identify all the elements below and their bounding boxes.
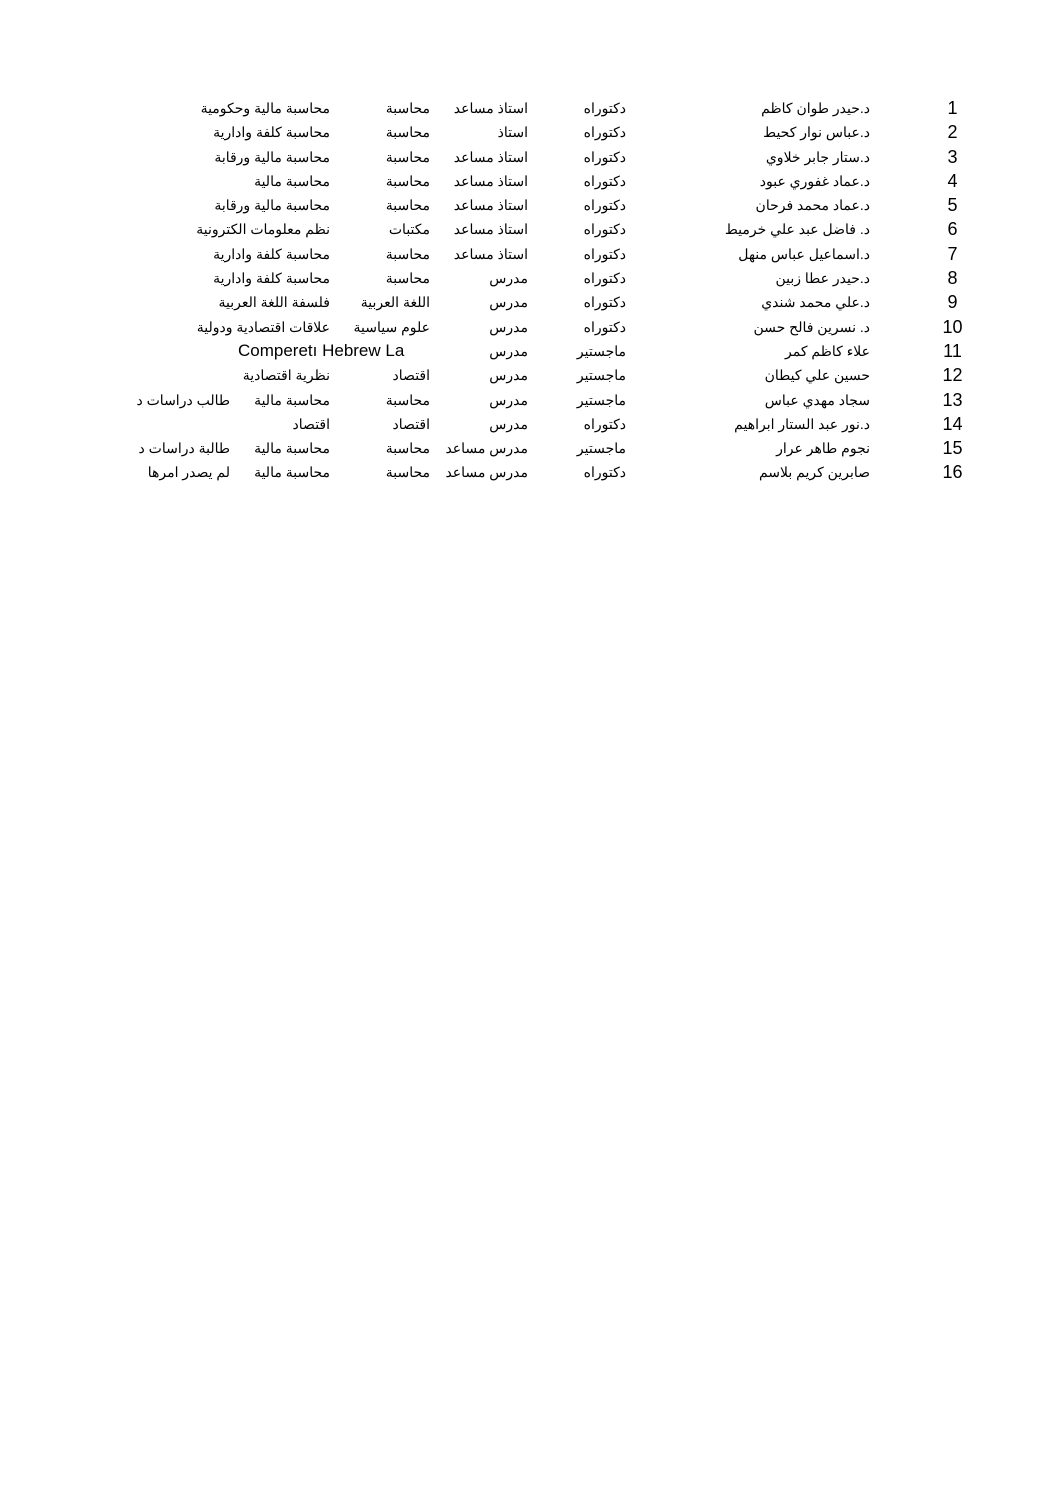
staff-name: د.عماد محمد فرحان <box>755 197 870 214</box>
table-row <box>0 436 1058 460</box>
row-number: 10 <box>942 316 963 337</box>
specific-specialty: اقتصاد <box>292 415 330 432</box>
academic-title: استاذ <box>497 124 528 141</box>
staff-name: د.حيدر عطا زبين <box>775 270 870 287</box>
academic-title: مدرس <box>489 342 528 359</box>
note: لم يصدر امرها <box>147 464 230 481</box>
degree: ماجستير <box>576 391 626 408</box>
row-number: 8 <box>947 268 958 289</box>
table-row <box>0 145 1058 169</box>
academic-title: مدرس <box>489 270 528 287</box>
specific-specialty: محاسبة كلفة وادارية <box>213 270 330 287</box>
academic-title: مدرس مساعد <box>445 440 528 457</box>
note: طالبة دراسات د <box>138 440 230 457</box>
degree: دكتوراه <box>583 148 626 165</box>
staff-name: د. نسرين فالح حسن <box>753 318 870 335</box>
specific-specialty: محاسبة مالية <box>254 172 330 189</box>
specific-specialty: محاسبة كلفة وادارية <box>213 245 330 262</box>
staff-name: د.نور عبد الستار ابراهيم <box>734 415 870 432</box>
table-row <box>0 266 1058 290</box>
specific-specialty: Comperetı Hebrew La <box>238 340 405 360</box>
degree: دكتوراه <box>583 245 626 262</box>
academic-title: استاذ مساعد <box>453 172 528 189</box>
row-number: 11 <box>943 340 962 361</box>
specific-specialty: نظم معلومات الكترونية <box>196 221 330 238</box>
staff-name: د.عباس نوار كحيط <box>763 124 870 141</box>
row-number: 2 <box>947 122 958 143</box>
staff-name: د.ستار جابر خلاوي <box>765 148 870 165</box>
specific-specialty: محاسبة مالية <box>254 440 330 457</box>
table-row <box>0 120 1058 144</box>
row-number: 4 <box>947 170 958 191</box>
general-specialty: مكتبات <box>388 221 430 238</box>
general-specialty: اقتصاد <box>392 415 430 432</box>
general-specialty: محاسبة <box>385 245 430 262</box>
staff-table <box>0 96 1058 485</box>
table-row <box>0 290 1058 314</box>
table-row <box>0 363 1058 387</box>
row-number: 7 <box>947 243 958 264</box>
general-specialty: محاسبة <box>385 391 430 408</box>
row-number: 1 <box>947 98 958 118</box>
academic-title: استاذ مساعد <box>453 100 528 116</box>
staff-name: د.اسماعيل عباس منهل <box>738 245 870 262</box>
general-specialty: محاسبة <box>385 440 430 457</box>
degree: دكتوراه <box>583 124 626 141</box>
table-row <box>0 169 1058 193</box>
table-row <box>0 242 1058 266</box>
general-specialty: اقتصاد <box>392 367 430 384</box>
staff-name: سجاد مهدي عباس <box>764 391 870 408</box>
general-specialty: محاسبة <box>385 172 430 189</box>
row-number: 16 <box>942 462 963 483</box>
academic-title: مدرس <box>489 294 528 311</box>
row-number: 15 <box>942 438 963 459</box>
academic-title: استاذ مساعد <box>453 221 528 238</box>
specific-specialty: محاسبة مالية وحكومية <box>200 100 330 116</box>
table-row <box>0 339 1058 363</box>
general-specialty: محاسبة <box>385 148 430 165</box>
specific-specialty: محاسبة مالية <box>254 464 330 481</box>
degree: ماجستير <box>576 367 626 384</box>
academic-title: مدرس مساعد <box>445 464 528 481</box>
staff-name: د.عماد غفوري عبود <box>759 172 870 189</box>
academic-title: مدرس <box>489 318 528 335</box>
note: طالب دراسات د <box>136 391 230 408</box>
academic-title: مدرس <box>489 367 528 384</box>
table-row <box>0 217 1058 241</box>
row-number: 13 <box>942 389 963 410</box>
specific-specialty: محاسبة مالية ورقابة <box>214 197 330 214</box>
table-row <box>0 315 1058 339</box>
staff-name: علاء كاظم كمر <box>785 342 870 359</box>
degree: ماجستير <box>576 342 626 359</box>
table-row <box>0 388 1058 412</box>
general-specialty: علوم سياسية <box>353 318 430 335</box>
degree: دكتوراه <box>583 318 626 335</box>
row-number: 14 <box>942 413 963 434</box>
specific-specialty: محاسبة كلفة وادارية <box>213 124 330 141</box>
degree: دكتوراه <box>583 270 626 287</box>
degree: دكتوراه <box>583 100 626 116</box>
specific-specialty: محاسبة مالية ورقابة <box>214 148 330 165</box>
degree: دكتوراه <box>583 172 626 189</box>
row-number: 5 <box>947 195 958 216</box>
general-specialty: محاسبة <box>385 197 430 214</box>
row-number: 9 <box>947 292 958 313</box>
row-number: 3 <box>947 146 958 167</box>
general-specialty: محاسبة <box>385 270 430 287</box>
general-specialty: محاسبة <box>385 464 430 481</box>
table-row <box>0 412 1058 436</box>
general-specialty: محاسبة <box>385 100 430 116</box>
general-specialty: محاسبة <box>385 124 430 141</box>
academic-title: استاذ مساعد <box>453 197 528 214</box>
degree: ماجستير <box>576 440 626 457</box>
degree: دكتوراه <box>583 294 626 311</box>
table-row <box>0 193 1058 217</box>
staff-name: صابرين كريم بلاسم <box>758 464 870 481</box>
academic-title: استاذ مساعد <box>453 148 528 165</box>
row-number: 12 <box>942 365 963 386</box>
specific-specialty: نظرية اقتصادية <box>242 367 330 384</box>
degree: دكتوراه <box>583 464 626 481</box>
staff-name: د.علي محمد شندي <box>761 294 870 311</box>
specific-specialty: علاقات اقتصادية ودولية <box>196 318 330 335</box>
staff-name: نجوم طاهر عرار <box>776 440 870 457</box>
general-specialty: اللغة العربية <box>360 294 430 311</box>
academic-title: مدرس <box>489 391 528 408</box>
table-row <box>0 460 1058 484</box>
staff-name: د.حيدر طوان كاظم <box>761 100 870 116</box>
staff-name: حسين علي كيطان <box>764 367 870 384</box>
specific-specialty: فلسفة اللغة العربية <box>218 294 330 311</box>
academic-title: استاذ مساعد <box>453 245 528 262</box>
academic-title: مدرس <box>489 415 528 432</box>
table-row <box>0 96 1058 120</box>
degree: دكتوراه <box>583 221 626 238</box>
degree: دكتوراه <box>583 197 626 214</box>
staff-name: د. فاضل عبد علي خرميط <box>724 221 870 238</box>
specific-specialty: محاسبة مالية <box>254 391 330 408</box>
degree: دكتوراه <box>583 415 626 432</box>
row-number: 6 <box>947 219 958 240</box>
